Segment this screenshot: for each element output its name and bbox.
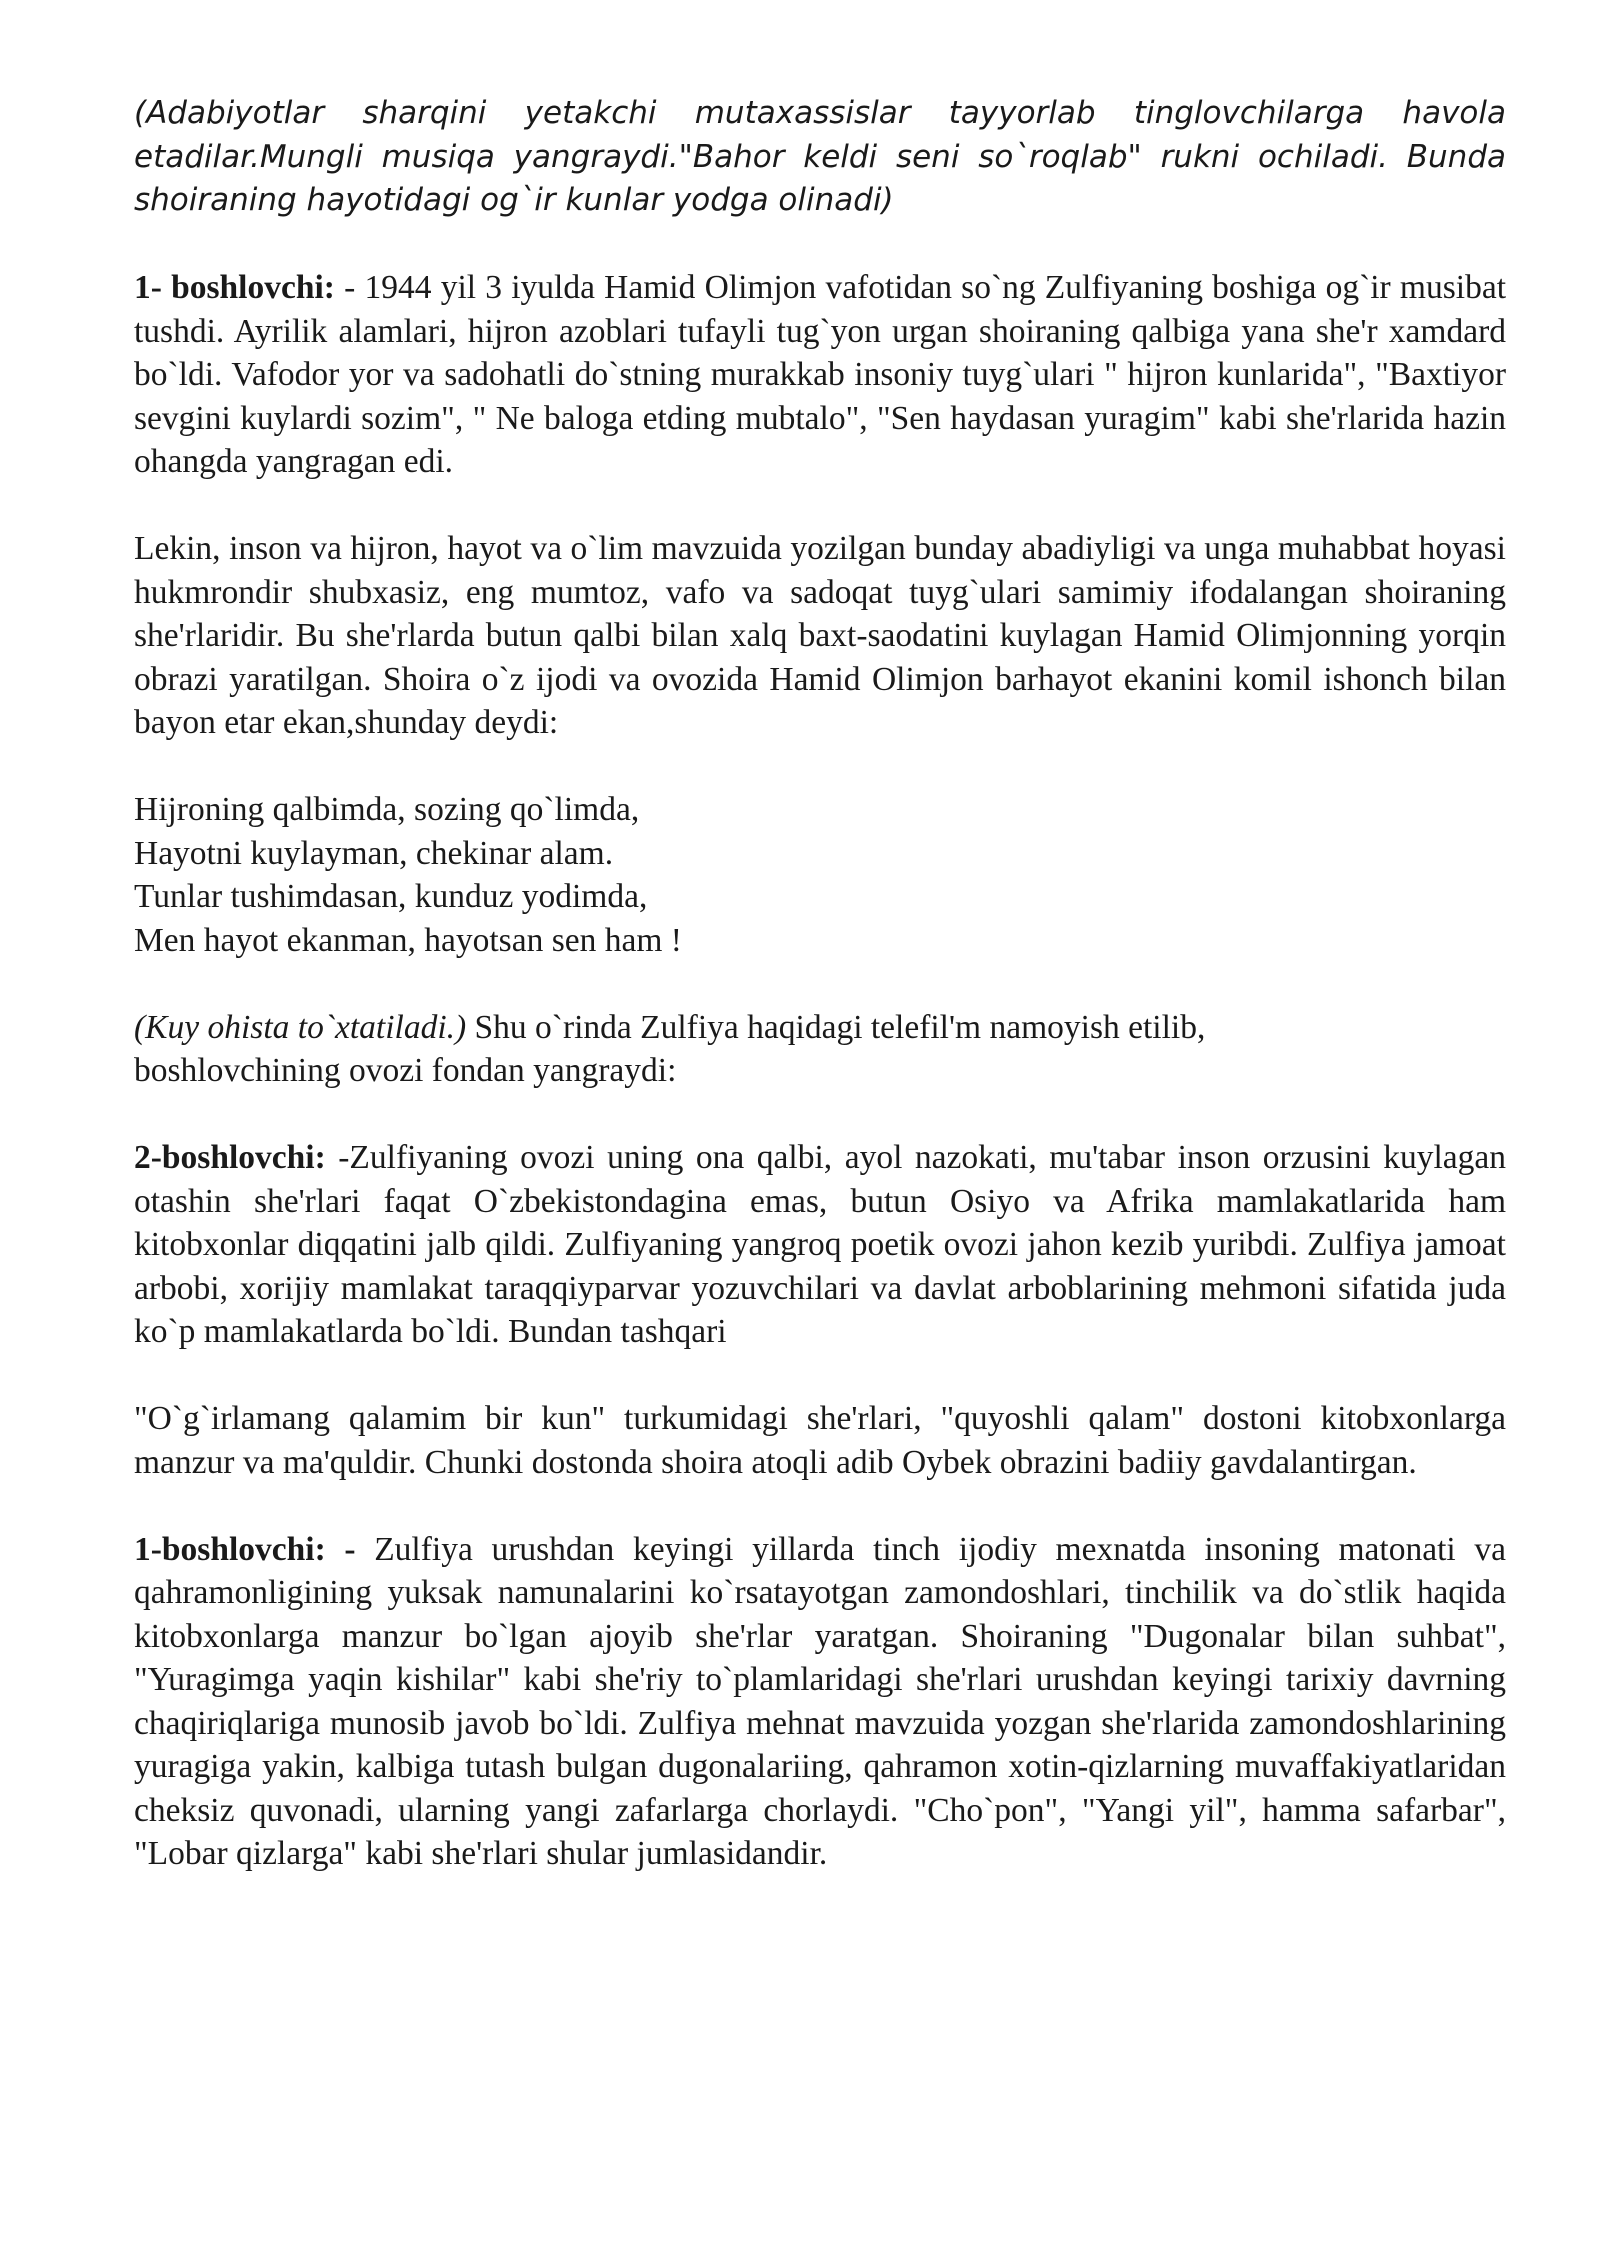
paragraph-text: - 1944 yil 3 iyulda Hamid Olimjon vafotidan so`ng Zulfiyaning boshiga og`ir musibat tushdi. Ayrilik alamlari, hijron azoblari tufayli tug`yon urgan shoiraning qalbiga yana she'r xamdard bo`ldi. Vafodor yor va sadohatli do`stning murakkab insoniy tuyg`ulari " hijron kunlarida", "Baxtiyor sevgini kuylardi sozim", " Ne baloga etding mubtalo", "Sen haydasan yuragim" kabi she'rlarida hazin ohangda yangragan edi. xyxy=(134,269,1506,480)
spacer xyxy=(134,1484,1506,1528)
speaker-label: 2-boshlovchi: xyxy=(134,1139,326,1176)
spacer xyxy=(134,1354,1506,1398)
paragraph-text: -Zulfiyaning ovozi uning ona qalbi, ayol nazokati, mu'tabar inson orzusini kuylagan otashin she'rlari faqat O`zbekistondagina emas, butun Osiyo va Afrika mamlakatlarida ham kitobxonlar diqqatini jalb qildi. Zulfiyaning yangroq poetik ovozi jahon kezib yuribdi. Zulfiya jamoat arbobi, xorijiy mamlakat taraqqiyparvar yozuvchilari va davlat arboblarining mehmoni sifatida juda ko`p mamlakatlarda bo`ldi. Bundan tashqari xyxy=(134,1139,1506,1350)
speaker-label: 1-boshlovchi: - xyxy=(134,1530,356,1568)
paragraph-presenter-2 xyxy=(134,1136,1506,1354)
spacer xyxy=(134,962,1506,1006)
spacer xyxy=(134,745,1506,789)
paragraph-stage-note xyxy=(134,1006,1506,1093)
paragraph-presenter-1-second xyxy=(134,1528,1506,1876)
speaker-label: 1- boshlovchi: xyxy=(134,269,335,306)
poem-stanza xyxy=(134,788,1506,962)
poem-line: Hijroning qalbimda, sozing qo`limda, xyxy=(134,791,640,828)
spacer xyxy=(134,484,1506,528)
poem-line: Tunlar tushimdasan, kunduz yodimda, xyxy=(134,878,648,915)
document-page xyxy=(134,92,1506,1876)
paragraph-text: boshlovchining ovozi fondan yangraydi: xyxy=(134,1052,677,1089)
stage-direction: (Kuy ohista to`xtatiladi.) xyxy=(134,1008,467,1046)
paragraph-text: Zulfiya urushdan keyingi yillarda tinch ijodiy mexnatda insoning matonati va qahramonligining yuksak namunalarini ko`rsatayotgan zamondoshlari, tinchilik va do`stlik haqida kitobxonlarga manzur bo`lgan ajoyib she'rlar yaratgan. Shoiraning "Dugonalar bilan suhbat", "Yuragimga yaqin kishilar" kabi she'riy to`plamlaridagi she'rlari urushdan keyingi tarixiy davrning chaqiriqlariga munosib javob bo`ldi. Zulfiya mehnat mavzuida yozgan she'rlarida zamondoshlarining yuragiga yakin, kalbiga tutash bulgan dugonalariing, qahramon xotin-qizlarning muvaffakiyatlaridan cheksiz quvonadi, ularning yangi zafarlarga chorlaydi. "Cho`pon", "Yangi yil", hamma safarbar", "Lobar qizlarga" kabi she'rlari shular jumlasidandir. xyxy=(134,1530,1506,1872)
paragraph-works: "O`g`irlamang qalamim bir kun" turkumidagi she'rlari, "quyoshli qalam" dostoni kitobxonlarga manzur va ma'quldir. Chunki dostonda shoira atoqli adib Oybek obrazini badiiy gavdalantirgan. xyxy=(134,1400,1506,1481)
poem-line: Hayotni kuylayman, chekinar alam. xyxy=(134,834,614,872)
intro-stage-direction: (Adabiyotlar sharqini yetakchi mutaxassislar tayyorlab tinglovchilarga havola etadilar.Mungli musiqa yangraydi."Bahor keldi seni so`roqlab" rukni ochiladi. Bunda shoiraning hayotidagi og`ir kunlar yodga olinadi) xyxy=(134,95,1506,218)
spacer xyxy=(134,1093,1506,1137)
poem-line: Men hayot ekanman, hayotsan sen ham ! xyxy=(134,921,682,959)
spacer xyxy=(134,223,1506,267)
paragraph-presenter-1 xyxy=(134,266,1506,484)
paragraph-lekin: Lekin, inson va hijron, hayot va o`lim mavzuida yozilgan bunday abadiyligi va unga muhabbat hoyasi hukmrondir shubxasiz, eng mumtoz, vafo va sadoqat tuyg`ulari samimiy ifodalangan shoiraning she'rlaridir. Bu she'rlarda butun qalbi bilan xalq baxt-saodatini kuylagan Hamid Olimjonning yorqin obrazi yaratilgan. Shoira o`z ijodi va ovozida Hamid Olimjon barhayot ekanini komil ishonch bilan bayon etar ekan,shunday deydi: xyxy=(134,530,1506,741)
paragraph-text: Shu o`rinda Zulfiya haqidagi telefil'm namoyish etilib, xyxy=(466,1008,1206,1046)
